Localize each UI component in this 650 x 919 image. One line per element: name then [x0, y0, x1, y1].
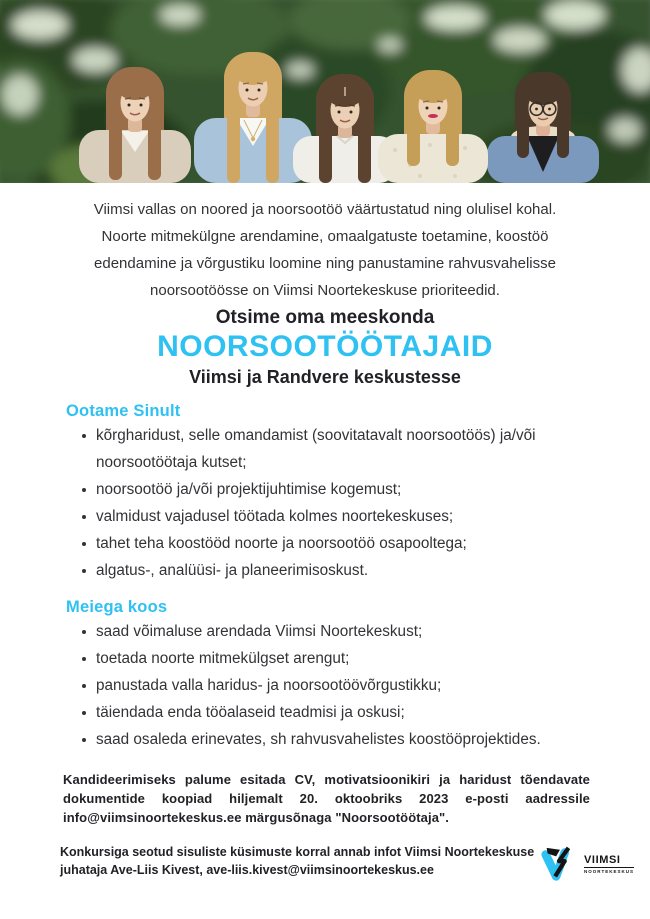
section-heading-requirements: Ootame Sinult — [66, 402, 181, 420]
intro-line: edendamine ja võrgustiku loomine ning panustamine rahvusvahelisse — [94, 255, 556, 272]
viimsi-logo — [540, 845, 634, 883]
logo-subtitle: NOORTEKESKUS — [583, 868, 634, 874]
list-item: valmidust vajadusel töötada kolmes noortekeskuses; — [96, 503, 610, 530]
list-item: täiendada enda tööalaseid teadmisi ja oskusi; — [96, 699, 610, 726]
logo-name: VIIMSI — [583, 853, 621, 866]
list-item: saad osaleda erinevates, sh rahvusvahelistes koostööprojektides. — [96, 726, 610, 753]
list-item: saad võimaluse arendada Viimsi Noortekeskust; — [96, 618, 610, 645]
logo-text — [584, 854, 634, 875]
section-heading-benefits: Meiega koos — [66, 598, 168, 616]
headline-subtitle: Viimsi ja Randvere keskustesse — [189, 367, 461, 387]
list-item: panustada valla haridus- ja noorsootöövõrgustikku; — [96, 672, 610, 699]
list-item: tahet teha koostööd noorte ja noorsootöö osapooltega; — [96, 530, 610, 557]
intro-line: Noorte mitmekülgne arendamine, omaalgatuste toetamine, koostöö — [101, 228, 549, 245]
headline-kicker: Otsime oma meeskonda — [215, 307, 435, 328]
contact-info: Konkursiga seotud sisuliste küsimuste korral annab infot Viimsi Noortekeskuse juhataja Ave-Liis Kivest, ave-liis.kivest@viimsinoortekeskus.ee — [60, 845, 535, 877]
footer — [60, 843, 640, 883]
intro-paragraph — [45, 196, 605, 304]
list-item: algatus-, analüüsi- ja planeerimisoskust. — [96, 557, 610, 584]
team-photo — [0, 0, 650, 183]
benefits-list — [0, 618, 650, 753]
viimsi-logo-icon — [540, 845, 578, 883]
intro-line: noorsootöösse on Viimsi Noortekeskuse prioriteedid. — [150, 282, 500, 299]
list-item: toetada noorte mitmekülgset arengut; — [96, 645, 610, 672]
page-title: NOORSOOTÖÖTAJAID — [157, 330, 493, 363]
list-item: kõrgharidust, selle omandamist (soovitatavalt noorsootöös) ja/või noorsootöötaja kutset; — [96, 422, 610, 476]
application-instructions: Kandideerimiseks palume esitada CV, motivatsioonikiri ja haridust tõendavate dokumentide koopiad hiljemalt 20. oktoobriks 2023 e-posti aadressile info@viimsinoortekeskus.ee märgusõnaga "Noorsootöötaja". — [63, 772, 590, 825]
list-item: noorsootöö ja/või projektijuhtimise kogemust; — [96, 476, 610, 503]
requirements-list — [0, 422, 650, 584]
team-photo-illustration — [0, 0, 650, 183]
intro-line: Viimsi vallas on noored ja noorsootöö väärtustatud ning olulisel kohal. — [93, 201, 557, 218]
